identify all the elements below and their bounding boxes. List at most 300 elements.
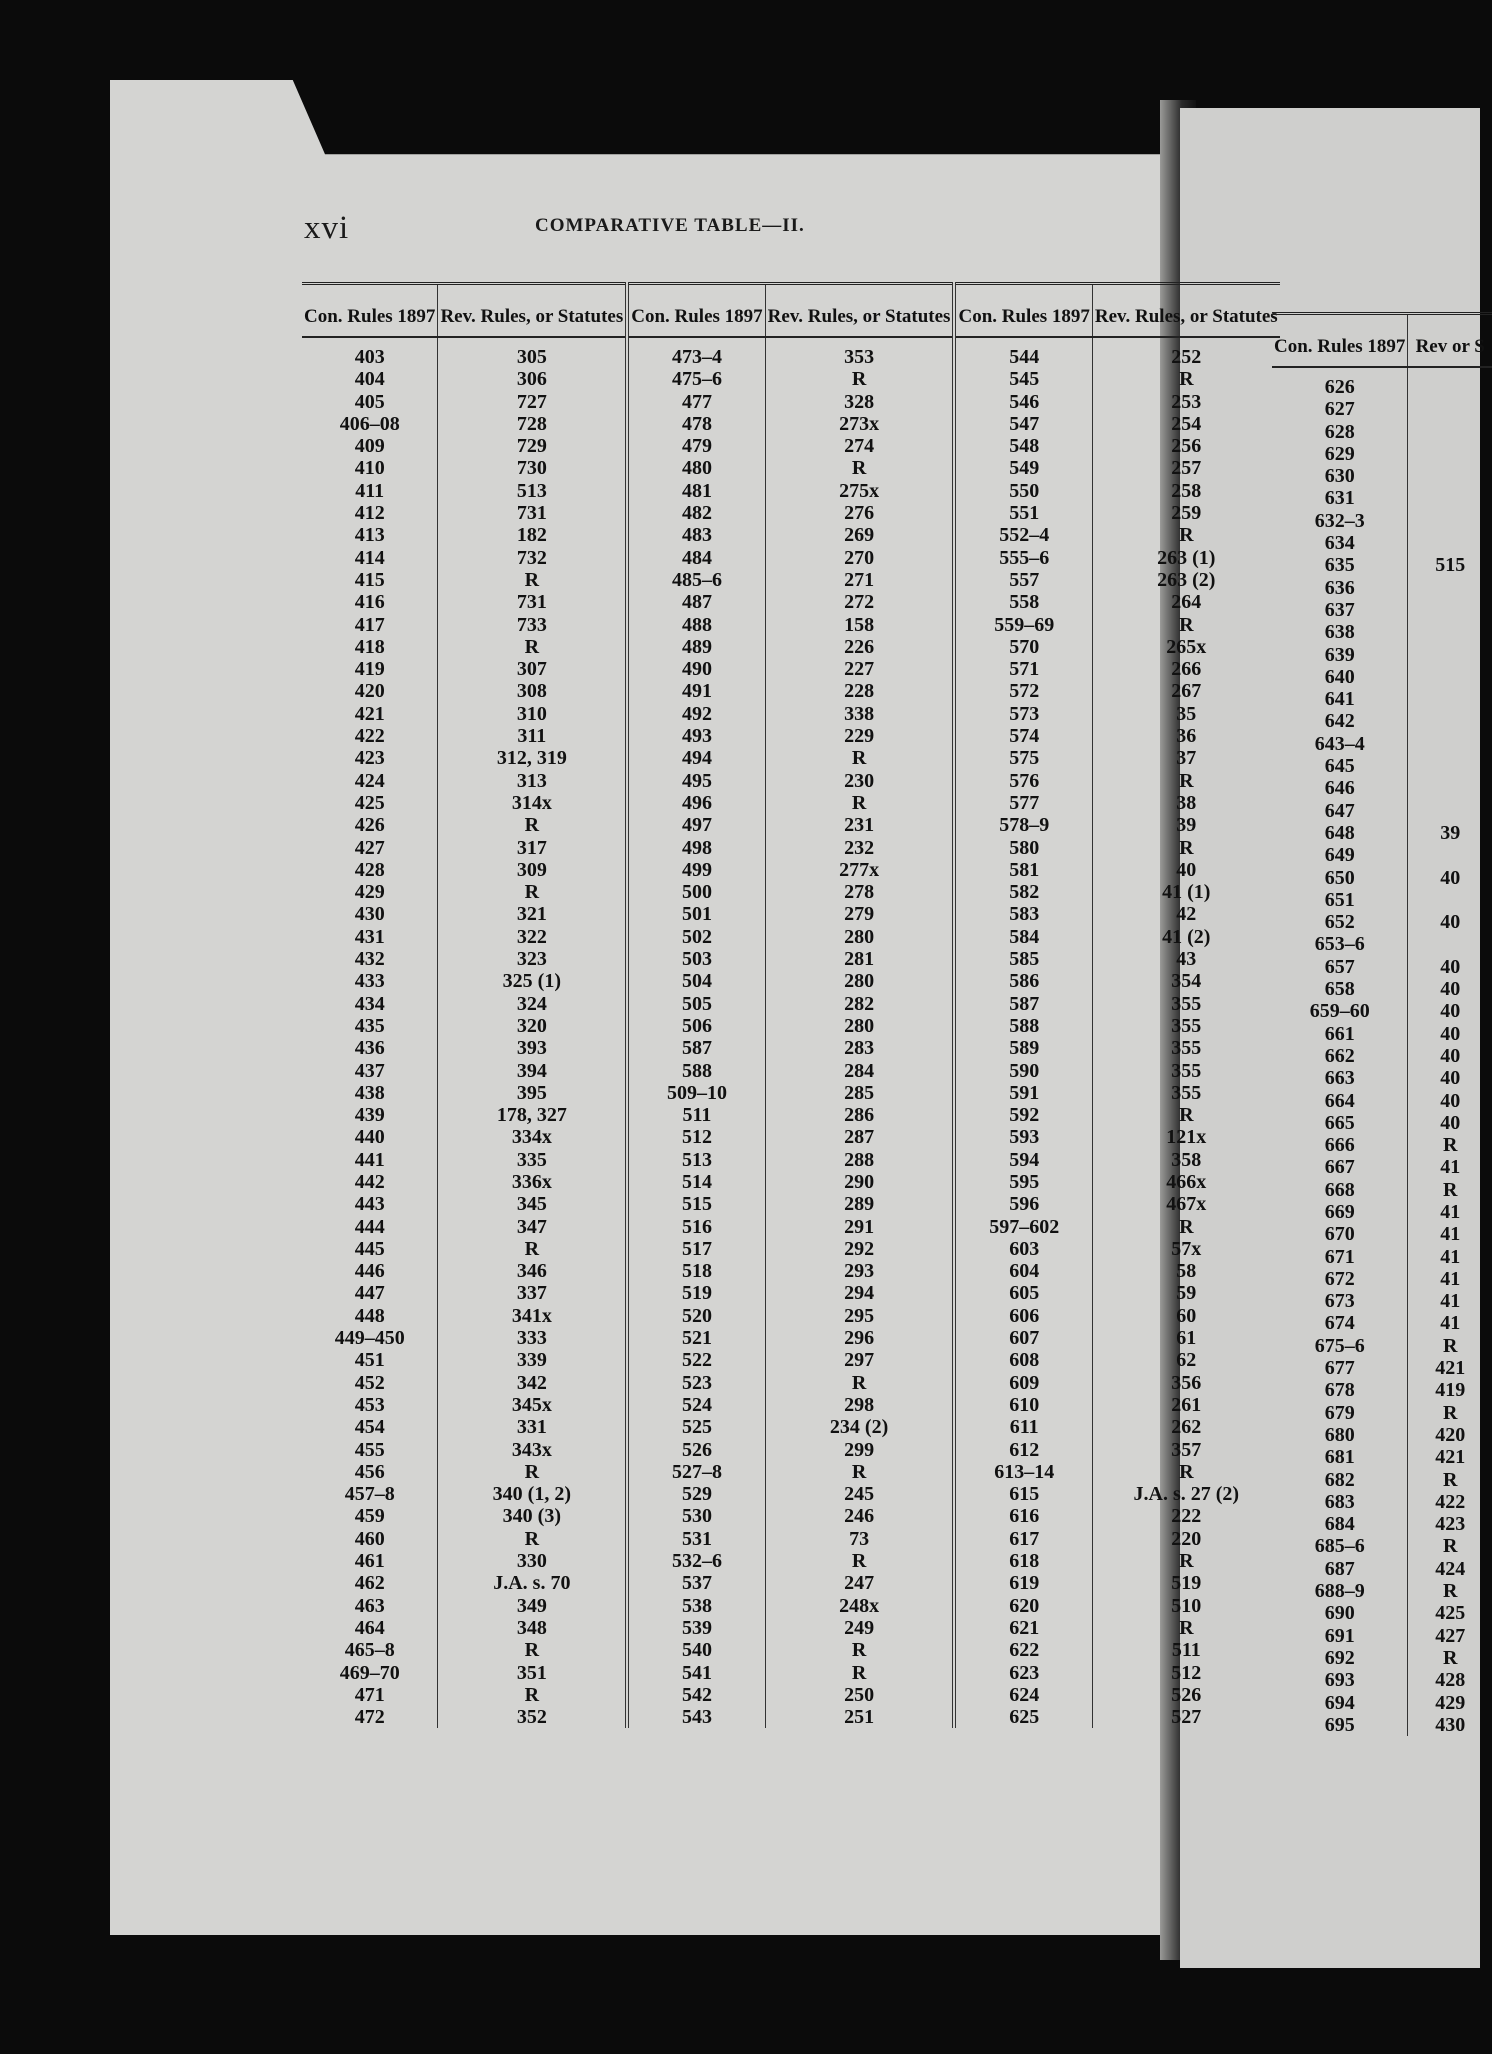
table-row bbox=[302, 547, 1280, 569]
con-rule-cell: 640 bbox=[1324, 665, 1355, 688]
header-con-rules: Con. Rules 1897 bbox=[1272, 314, 1408, 368]
header-con-rules: Con. Rules 1897 bbox=[627, 284, 765, 338]
rev-rule-cell: 39 bbox=[1092, 814, 1279, 836]
header-rev-rules: Rev. Rules, or Statutes bbox=[765, 284, 954, 338]
con-rule-cell: 514 bbox=[627, 1171, 765, 1193]
rev-rule-cell: R bbox=[765, 1639, 954, 1661]
rev-rule-cell: 293 bbox=[765, 1260, 954, 1282]
con-rule-cell: 492 bbox=[627, 703, 765, 725]
table-row bbox=[302, 903, 1280, 925]
con-rule-cell: 693 bbox=[1324, 1669, 1355, 1692]
rev-rule-cell: 279 bbox=[765, 903, 954, 925]
rev-rule-cell: 40 bbox=[1408, 1112, 1492, 1134]
con-rule-cell: 675–6 bbox=[1314, 1334, 1365, 1357]
con-rule-cell: 576 bbox=[954, 770, 1092, 792]
con-rule-cell: 555–6 bbox=[954, 547, 1092, 569]
con-rule-cell: 680 bbox=[1324, 1423, 1355, 1446]
table-row bbox=[1272, 554, 1492, 576]
table-row bbox=[1272, 889, 1492, 911]
con-rule-cell: 558 bbox=[954, 591, 1092, 613]
table-row bbox=[302, 1238, 1280, 1260]
table-row bbox=[1272, 1335, 1492, 1357]
con-rule-cell: 577 bbox=[954, 792, 1092, 814]
table-row bbox=[1272, 822, 1492, 844]
con-rule-cell: 545 bbox=[954, 368, 1092, 390]
rev-rule-cell: 40 bbox=[1408, 1023, 1492, 1045]
rev-rule-cell: 298 bbox=[765, 1394, 954, 1416]
con-rule-cell: 585 bbox=[954, 948, 1092, 970]
con-rule-cell: 623 bbox=[954, 1662, 1092, 1684]
con-rule-cell: 550 bbox=[954, 480, 1092, 502]
table-row bbox=[302, 747, 1280, 769]
rev-rule-cell: R bbox=[1408, 1535, 1492, 1557]
table-row bbox=[1272, 1179, 1492, 1201]
table-row bbox=[1272, 777, 1492, 799]
table-row bbox=[302, 1550, 1280, 1572]
rev-rule-cell: R bbox=[438, 1639, 627, 1661]
con-rule-cell: 653–6 bbox=[1314, 933, 1365, 956]
rev-rule-cell bbox=[1408, 621, 1492, 643]
rev-rule-cell: 731 bbox=[438, 591, 627, 613]
rev-rule-cell: 281 bbox=[765, 948, 954, 970]
con-rule-cell: 485–6 bbox=[627, 569, 765, 591]
rev-rule-cell: R bbox=[765, 1372, 954, 1394]
con-rule-cell: 420 bbox=[354, 680, 385, 703]
rev-rule-cell: 357 bbox=[1092, 1439, 1279, 1461]
table-row bbox=[1272, 510, 1492, 532]
rev-rule-cell bbox=[1408, 367, 1492, 398]
rev-rule-cell: 428 bbox=[1408, 1669, 1492, 1691]
con-rule-cell: 462 bbox=[354, 1572, 385, 1595]
table-row bbox=[302, 770, 1280, 792]
rev-rule-cell: 250 bbox=[765, 1684, 954, 1706]
table-row bbox=[1272, 487, 1492, 509]
rev-rule-cell: 309 bbox=[438, 859, 627, 881]
rev-rule-cell: 41 bbox=[1408, 1290, 1492, 1312]
rev-rule-cell: R bbox=[1408, 1402, 1492, 1424]
rev-rule-cell: R bbox=[438, 1528, 627, 1550]
rev-rule-cell: R bbox=[438, 1238, 627, 1260]
rev-rule-cell: 41 (1) bbox=[1092, 881, 1279, 903]
rev-rule-cell: R bbox=[438, 1684, 627, 1706]
table-row bbox=[1272, 1402, 1492, 1424]
table-row bbox=[1272, 911, 1492, 933]
con-rule-cell: 447 bbox=[354, 1282, 385, 1305]
table-row bbox=[1272, 755, 1492, 777]
con-rule-cell: 544 bbox=[954, 337, 1092, 368]
rev-rule-cell bbox=[1408, 398, 1492, 420]
con-rule-cell: 504 bbox=[627, 970, 765, 992]
rev-rule-cell: 355 bbox=[1092, 993, 1279, 1015]
rev-rule-cell: 731 bbox=[438, 502, 627, 524]
con-rule-cell: 694 bbox=[1324, 1691, 1355, 1714]
rev-rule-cell: 265x bbox=[1092, 636, 1279, 658]
table-row bbox=[302, 391, 1280, 413]
page-title: COMPARATIVE TABLE—II. bbox=[535, 215, 805, 236]
table-row bbox=[1272, 621, 1492, 643]
con-rule-cell: 409 bbox=[354, 435, 385, 458]
rev-rule-cell: 249 bbox=[765, 1617, 954, 1639]
con-rule-cell: 412 bbox=[354, 502, 385, 525]
con-rule-cell: 448 bbox=[354, 1304, 385, 1327]
rev-rule-cell: 248x bbox=[765, 1595, 954, 1617]
con-rule-cell: 661 bbox=[1324, 1022, 1355, 1045]
rev-rule-cell: 39 bbox=[1408, 822, 1492, 844]
con-rule-cell: 463 bbox=[354, 1594, 385, 1617]
rev-rule-cell: R bbox=[1092, 770, 1279, 792]
rev-rule-cell: 340 (3) bbox=[438, 1505, 627, 1527]
comparative-table bbox=[302, 282, 1280, 1728]
con-rule-cell: 573 bbox=[954, 703, 1092, 725]
rev-rule-cell: 287 bbox=[765, 1126, 954, 1148]
con-rule-cell: 451 bbox=[354, 1349, 385, 1372]
con-rule-cell: 673 bbox=[1324, 1290, 1355, 1313]
rev-rule-cell bbox=[1408, 465, 1492, 487]
rev-rule-cell: 40 bbox=[1408, 911, 1492, 933]
con-rule-cell: 433 bbox=[354, 970, 385, 993]
rev-rule-cell: R bbox=[438, 636, 627, 658]
rev-rule-cell: 73 bbox=[765, 1528, 954, 1550]
rev-rule-cell bbox=[1408, 844, 1492, 866]
con-rule-cell: 403 bbox=[354, 346, 385, 368]
rev-rule-cell: 266 bbox=[1092, 658, 1279, 680]
con-rule-cell: 445 bbox=[354, 1237, 385, 1260]
table-row bbox=[1272, 1090, 1492, 1112]
con-rule-cell: 482 bbox=[627, 502, 765, 524]
table-row bbox=[302, 636, 1280, 658]
rev-rule-cell: 275x bbox=[765, 480, 954, 502]
rev-rule-cell: 232 bbox=[765, 837, 954, 859]
con-rule-cell: 552–4 bbox=[954, 524, 1092, 546]
con-rule-cell: 491 bbox=[627, 680, 765, 702]
con-rule-cell: 457–8 bbox=[344, 1483, 395, 1506]
rev-rule-cell: 226 bbox=[765, 636, 954, 658]
con-rule-cell: 490 bbox=[627, 658, 765, 680]
table-row bbox=[302, 1595, 1280, 1617]
rev-rule-cell: 527 bbox=[1092, 1706, 1279, 1728]
table-row bbox=[302, 1662, 1280, 1684]
rev-rule-cell: R bbox=[1092, 1104, 1279, 1126]
rev-rule-cell: 42 bbox=[1092, 903, 1279, 925]
rev-rule-cell: R bbox=[765, 792, 954, 814]
rev-rule-cell: 222 bbox=[1092, 1505, 1279, 1527]
header-con-rules: Con. Rules 1897 bbox=[302, 284, 438, 338]
con-rule-cell: 642 bbox=[1324, 710, 1355, 733]
rev-rule-cell: 424 bbox=[1408, 1558, 1492, 1580]
rev-rule-cell: 245 bbox=[765, 1483, 954, 1505]
rev-rule-cell bbox=[1408, 532, 1492, 554]
rev-rule-cell: 38 bbox=[1092, 792, 1279, 814]
table-row bbox=[302, 1639, 1280, 1661]
rev-rule-cell: 729 bbox=[438, 435, 627, 457]
table-row bbox=[1272, 1580, 1492, 1602]
rev-rule-cell: 727 bbox=[438, 391, 627, 413]
con-rule-cell: 649 bbox=[1324, 844, 1355, 867]
con-rule-cell: 484 bbox=[627, 547, 765, 569]
con-rule-cell: 628 bbox=[1324, 420, 1355, 443]
table-row bbox=[302, 502, 1280, 524]
rev-rule-cell: 263 (1) bbox=[1092, 547, 1279, 569]
con-rule-cell: 438 bbox=[354, 1081, 385, 1104]
rev-rule-cell: 421 bbox=[1408, 1357, 1492, 1379]
table-row bbox=[1272, 844, 1492, 866]
rev-rule-cell: R bbox=[1092, 1216, 1279, 1238]
rev-rule-cell: 422 bbox=[1408, 1491, 1492, 1513]
rev-rule-cell: 269 bbox=[765, 524, 954, 546]
rev-rule-cell: 325 (1) bbox=[438, 970, 627, 992]
rev-rule-cell: 40 bbox=[1408, 1090, 1492, 1112]
con-rule-cell: 609 bbox=[954, 1372, 1092, 1394]
con-rule-cell: 424 bbox=[354, 769, 385, 792]
con-rule-cell: 559–69 bbox=[954, 614, 1092, 636]
con-rule-cell: 523 bbox=[627, 1372, 765, 1394]
rev-rule-cell: 323 bbox=[438, 948, 627, 970]
rev-rule-cell: 317 bbox=[438, 837, 627, 859]
table-row bbox=[1272, 1714, 1492, 1736]
con-rule-cell: 432 bbox=[354, 948, 385, 971]
rev-rule-cell: R bbox=[438, 814, 627, 836]
rev-rule-cell: R bbox=[1092, 837, 1279, 859]
con-rule-cell: 683 bbox=[1324, 1490, 1355, 1513]
table-row bbox=[1272, 599, 1492, 621]
rev-rule-cell: 289 bbox=[765, 1193, 954, 1215]
rev-rule-cell bbox=[1408, 777, 1492, 799]
table-row bbox=[302, 1394, 1280, 1416]
rev-rule-cell: 40 bbox=[1408, 1067, 1492, 1089]
rev-rule-cell: 234 (2) bbox=[765, 1416, 954, 1438]
con-rule-cell: 612 bbox=[954, 1439, 1092, 1461]
table-row bbox=[1272, 1647, 1492, 1669]
con-rule-cell: 546 bbox=[954, 391, 1092, 413]
con-rule-cell: 481 bbox=[627, 480, 765, 502]
rev-rule-cell: 419 bbox=[1408, 1379, 1492, 1401]
table-row bbox=[302, 1372, 1280, 1394]
rev-rule-cell: 229 bbox=[765, 725, 954, 747]
con-rule-cell: 645 bbox=[1324, 755, 1355, 778]
rev-rule-cell: 230 bbox=[765, 770, 954, 792]
con-rule-cell: 611 bbox=[954, 1416, 1092, 1438]
rev-rule-cell: 732 bbox=[438, 547, 627, 569]
table-row bbox=[1272, 1469, 1492, 1491]
rev-rule-cell: 41 bbox=[1408, 1201, 1492, 1223]
table-row bbox=[302, 1216, 1280, 1238]
con-rule-cell: 557 bbox=[954, 569, 1092, 591]
con-rule-cell: 414 bbox=[354, 546, 385, 569]
rev-rule-cell bbox=[1408, 889, 1492, 911]
con-rule-cell: 578–9 bbox=[954, 814, 1092, 836]
rev-rule-cell: 227 bbox=[765, 658, 954, 680]
rev-rule-cell: 511 bbox=[1092, 1639, 1279, 1661]
rev-rule-cell: 59 bbox=[1092, 1282, 1279, 1304]
rev-rule-cell: 246 bbox=[765, 1505, 954, 1527]
rev-rule-cell bbox=[1408, 443, 1492, 465]
rev-rule-cell: R bbox=[765, 457, 954, 479]
rev-rule-cell: 351 bbox=[438, 1662, 627, 1684]
table-row bbox=[302, 792, 1280, 814]
con-rule-cell: 437 bbox=[354, 1059, 385, 1082]
con-rule-cell: 415 bbox=[354, 568, 385, 591]
rev-rule-cell: R bbox=[1408, 1580, 1492, 1602]
rev-rule-cell: 43 bbox=[1092, 948, 1279, 970]
con-rule-cell: 691 bbox=[1324, 1624, 1355, 1647]
table-row bbox=[302, 368, 1280, 390]
table-row bbox=[1272, 1446, 1492, 1468]
rev-rule-cell: 430 bbox=[1408, 1714, 1492, 1736]
con-rule-cell: 658 bbox=[1324, 978, 1355, 1001]
rev-rule-cell bbox=[1408, 644, 1492, 666]
rev-rule-cell: 220 bbox=[1092, 1528, 1279, 1550]
rev-rule-cell: 288 bbox=[765, 1149, 954, 1171]
con-rule-cell: 405 bbox=[354, 390, 385, 413]
rev-rule-cell: 342 bbox=[438, 1372, 627, 1394]
rev-rule-cell: 284 bbox=[765, 1060, 954, 1082]
rev-rule-cell: 41 (2) bbox=[1092, 926, 1279, 948]
table-row bbox=[302, 614, 1280, 636]
rev-rule-cell bbox=[1408, 510, 1492, 532]
con-rule-cell: 519 bbox=[627, 1282, 765, 1304]
table-row bbox=[1272, 1692, 1492, 1714]
rev-rule-cell: 41 bbox=[1408, 1156, 1492, 1178]
con-rule-cell: 426 bbox=[354, 814, 385, 837]
rev-rule-cell bbox=[1408, 599, 1492, 621]
rev-rule-cell: 292 bbox=[765, 1238, 954, 1260]
table-row bbox=[1272, 666, 1492, 688]
con-rule-cell: 454 bbox=[354, 1416, 385, 1439]
rev-rule-cell: 343x bbox=[438, 1439, 627, 1461]
con-rule-cell: 616 bbox=[954, 1505, 1092, 1527]
con-rule-cell: 594 bbox=[954, 1149, 1092, 1171]
con-rule-cell: 667 bbox=[1324, 1156, 1355, 1179]
con-rule-cell: 427 bbox=[354, 836, 385, 859]
table-row bbox=[1272, 1357, 1492, 1379]
con-rule-cell: 423 bbox=[354, 747, 385, 770]
table-row bbox=[302, 926, 1280, 948]
table-row bbox=[1272, 733, 1492, 755]
con-rule-cell: 607 bbox=[954, 1327, 1092, 1349]
table-row bbox=[302, 337, 1280, 368]
con-rule-cell: 489 bbox=[627, 636, 765, 658]
comparative-table-continued bbox=[1272, 312, 1492, 1736]
con-rule-cell: 471 bbox=[354, 1683, 385, 1706]
table-row bbox=[302, 1015, 1280, 1037]
rev-rule-cell: 312, 319 bbox=[438, 747, 627, 769]
table-row bbox=[302, 1126, 1280, 1148]
table-row bbox=[302, 1171, 1280, 1193]
rev-rule-cell: 61 bbox=[1092, 1327, 1279, 1349]
con-rule-cell: 615 bbox=[954, 1483, 1092, 1505]
table-row bbox=[1272, 1246, 1492, 1268]
rev-rule-cell: 336x bbox=[438, 1171, 627, 1193]
rev-rule-cell: R bbox=[438, 1461, 627, 1483]
con-rule-cell: 509–10 bbox=[627, 1082, 765, 1104]
con-rule-cell: 681 bbox=[1324, 1446, 1355, 1469]
rev-rule-cell: 314x bbox=[438, 792, 627, 814]
table-row bbox=[1272, 710, 1492, 732]
con-rule-cell: 469–70 bbox=[339, 1661, 400, 1684]
table-row bbox=[1272, 1201, 1492, 1223]
con-rule-cell: 606 bbox=[954, 1305, 1092, 1327]
table-row bbox=[302, 1149, 1280, 1171]
con-rule-cell: 589 bbox=[954, 1037, 1092, 1059]
rev-rule-cell: 393 bbox=[438, 1037, 627, 1059]
rev-rule-cell: 345 bbox=[438, 1193, 627, 1215]
con-rule-cell: 421 bbox=[354, 702, 385, 725]
table-row bbox=[302, 1483, 1280, 1505]
table-row bbox=[302, 480, 1280, 502]
con-rule-cell: 419 bbox=[354, 658, 385, 681]
rev-rule-cell: 286 bbox=[765, 1104, 954, 1126]
con-rule-cell: 688–9 bbox=[1314, 1580, 1365, 1603]
rev-rule-cell: 358 bbox=[1092, 1149, 1279, 1171]
table-row bbox=[1272, 1000, 1492, 1022]
rev-rule-cell: 420 bbox=[1408, 1424, 1492, 1446]
rev-rule-cell: 271 bbox=[765, 569, 954, 591]
con-rule-cell: 478 bbox=[627, 413, 765, 435]
con-rule-cell: 666 bbox=[1324, 1134, 1355, 1157]
rev-rule-cell: 335 bbox=[438, 1149, 627, 1171]
rev-rule-cell: 324 bbox=[438, 993, 627, 1015]
rev-rule-cell: 340 (1, 2) bbox=[438, 1483, 627, 1505]
con-rule-cell: 622 bbox=[954, 1639, 1092, 1661]
con-rule-cell: 621 bbox=[954, 1617, 1092, 1639]
con-rule-cell: 662 bbox=[1324, 1044, 1355, 1067]
table-row bbox=[1272, 398, 1492, 420]
con-rule-cell: 572 bbox=[954, 680, 1092, 702]
rev-rule-cell: 263 (2) bbox=[1092, 569, 1279, 591]
rev-rule-cell bbox=[1408, 688, 1492, 710]
con-rule-cell: 455 bbox=[354, 1438, 385, 1461]
rev-rule-cell: 261 bbox=[1092, 1394, 1279, 1416]
con-rule-cell: 439 bbox=[354, 1104, 385, 1127]
table-row bbox=[1272, 1491, 1492, 1513]
rev-rule-cell: 294 bbox=[765, 1282, 954, 1304]
con-rule-cell: 575 bbox=[954, 747, 1092, 769]
con-rule-cell: 678 bbox=[1324, 1379, 1355, 1402]
rev-rule-cell: 339 bbox=[438, 1349, 627, 1371]
rev-rule-cell bbox=[1408, 800, 1492, 822]
rev-rule-cell: 278 bbox=[765, 881, 954, 903]
rev-rule-cell: 297 bbox=[765, 1349, 954, 1371]
rev-rule-cell: 62 bbox=[1092, 1349, 1279, 1371]
con-rule-cell: 588 bbox=[954, 1015, 1092, 1037]
table-row bbox=[1272, 933, 1492, 955]
rev-rule-cell: 512 bbox=[1092, 1662, 1279, 1684]
table-row bbox=[302, 970, 1280, 992]
con-rule-cell: 406–08 bbox=[339, 412, 400, 435]
con-rule-cell: 542 bbox=[627, 1684, 765, 1706]
con-rule-cell: 515 bbox=[627, 1193, 765, 1215]
rev-rule-cell: 311 bbox=[438, 725, 627, 747]
rev-rule-cell: 306 bbox=[438, 368, 627, 390]
rev-rule-cell: 334x bbox=[438, 1126, 627, 1148]
rev-rule-cell: 421 bbox=[1408, 1446, 1492, 1468]
con-rule-cell: 505 bbox=[627, 993, 765, 1015]
table-row bbox=[302, 1572, 1280, 1594]
con-rule-cell: 650 bbox=[1324, 866, 1355, 889]
con-rule-cell: 453 bbox=[354, 1393, 385, 1416]
con-rule-cell: 443 bbox=[354, 1193, 385, 1216]
table-row bbox=[302, 1461, 1280, 1483]
rev-rule-cell: J.A. s. 27 (2) bbox=[1092, 1483, 1279, 1505]
con-rule-cell: 498 bbox=[627, 837, 765, 859]
table-row bbox=[1272, 1112, 1492, 1134]
rev-rule-cell: 35 bbox=[1092, 703, 1279, 725]
header-con-rules: Con. Rules 1897 bbox=[954, 284, 1092, 338]
rev-rule-cell: 158 bbox=[765, 614, 954, 636]
con-rule-cell: 540 bbox=[627, 1639, 765, 1661]
table-row bbox=[1272, 1513, 1492, 1535]
table-row bbox=[302, 1416, 1280, 1438]
